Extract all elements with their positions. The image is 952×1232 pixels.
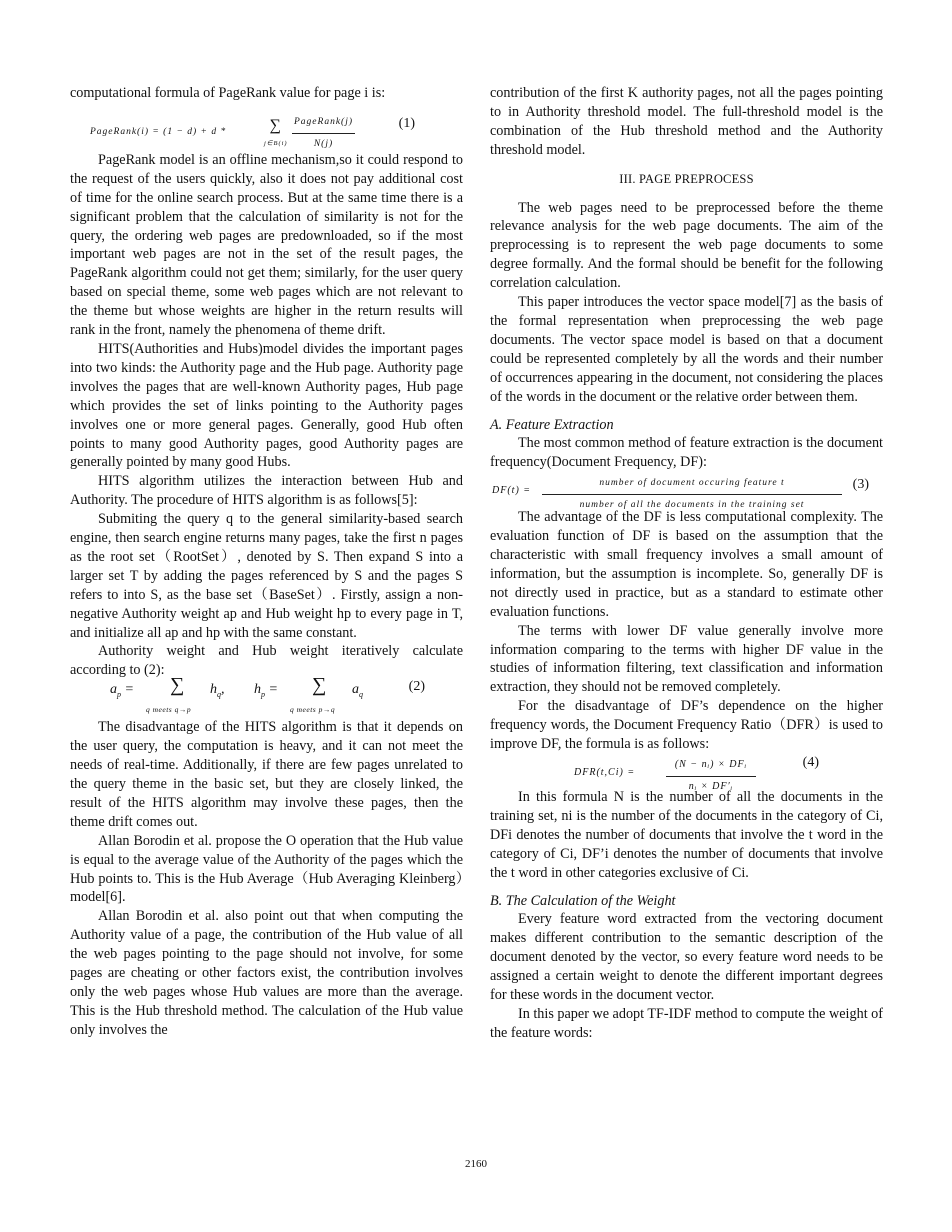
eq2-h-lhs: $h_p$ =: [254, 682, 278, 700]
eq1-sum-sub: j∈B(i): [264, 139, 288, 147]
equation-4: [490, 754, 883, 792]
eq1-denominator: N(j): [313, 138, 334, 149]
eq4-numerator: (N − nᵢ) × DFᵢ: [666, 756, 756, 777]
paragraph-tfidf: In this paper we adopt TF-IDF method to compute the weight of the feature words:: [490, 1005, 883, 1041]
intro-text: computational formula of PageRank value for page i is:: [70, 85, 386, 101]
eq2-label: (2): [408, 679, 425, 695]
paragraph-hits-algorithm: HITS algorithm utilizes the interaction between Hub and Authority. The procedure of HITS algorithm is as follows[5]:: [70, 473, 463, 509]
eq2-h-sum-sub: q meets p→q: [290, 705, 336, 715]
paragraph-feature-weight: Every feature word extracted from the vectoring document makes different contribution to the semantic description of the document denoted by the vector, so every feature word needs to be assigned a certain weight to denote the different important degrees for these words in the document vector.: [490, 911, 883, 1004]
eq3-label: (3): [852, 477, 869, 493]
paragraph-dfr: For the disadvantage of DF’s dependence on the higher frequency words, the Document Frequency Ratio（DFR）is used to improve DF, the formula is as follows:: [490, 698, 883, 753]
paragraph-preprocess-aim: The web pages need to be preprocessed before the theme relevance analysis for the web page documents. The aim of the preprocessing is to represent the web page documents to some degree formally. And the formal should be benefit for the following correlation calculation.: [490, 199, 883, 292]
equation-3: [490, 472, 883, 511]
subsection-heading-feature-extraction: A. Feature Extraction: [490, 416, 614, 433]
equation-1: [70, 111, 463, 151]
eq3-numerator: number of document occuring feature t: [542, 474, 842, 495]
sum-symbol: ∑: [269, 116, 282, 134]
eq3-fraction: [542, 474, 842, 515]
eq3-denominator: number of all the documents in the training set: [579, 500, 805, 511]
paragraph-hits-model: HITS(Authorities and Hubs)model divides the important pages into two kinds: the Authority page and the Hub page. Authority page involves the pages that are well-known Authority pages, Hub page which provides the set of links pointing to the Authority pages involves one or more general pages. Generally, good Hub often points to many good Authority pages, good Authority pages are generally pointed by many good Hubs.: [70, 340, 463, 471]
paragraph-document-frequency: The most common method of feature extraction is the document frequency(Document Frequency, DF):: [490, 435, 883, 471]
paragraph-lower-df: The terms with lower DF value generally involve more information comparing to the terms with higher DF value in the studies of information filtering, text classification and information extraction, they should not be removed completely.: [490, 622, 883, 696]
eq2-a-lhs: $a_p$ =: [110, 682, 134, 700]
paragraph-hub-average: Allan Borodin et al. propose the O operation that the Hub value is equal to the average value of the Authority of the pages which the Hub points to. This is the Hub Average（Hub Averaging Kleinberg）model[6].: [70, 832, 463, 906]
left-column: [70, 84, 463, 1040]
eq4-fraction: [666, 756, 756, 797]
section-heading-page-preprocess: III. PAGE PREPROCESS: [619, 171, 754, 186]
eq1-sum: [264, 117, 288, 158]
paragraph-hits-procedure: Submiting the query q to the general similarity-based search engine, then search engine returns many pages, take the first n pages as the root set（RootSet）, denoted by S. Then expand S into a larger set T by adding the pages referenced by S and the pages S refers to into S, as the base set（BaseSet）. Firstly, assign a non-negative Authority weight ap and Hub weight hp to every page in T, and initialize all ap and hp with the same constant.: [70, 511, 463, 641]
eq2-h-term: $a_q$: [352, 682, 363, 700]
eq4-label: (4): [802, 755, 819, 770]
eq4-lhs: DFR(t,Ci) =: [574, 767, 636, 778]
paragraph-df-advantage: The advantage of the DF is less computational complexity. The evaluation function of DF is based on the assumption that the characteristic with small frequency involves a small amount of information, but the assumption is incomplete. So, generally DF is not directly used in practice, but as a standard to estimate other evaluation functions.: [490, 509, 883, 620]
paragraph-pagerank: PageRank model is an offline mechanism,so it could respond to the request of the users quickly, also it does not pay additional cost of time for the online search process. But at the same time there is a significant problem that the calculation of similarity is not for the query, the ordering web pages are predownloaded, so if the most important web pages are not in the set of the result pages, the PageRank algorithm could not get them; similarly, for the user query based on special theme, some web pages which are not relevant to the theme but whose weights are higher in the return results will rank in the front, namely the phenomena of theme drift.: [70, 151, 463, 339]
sum-symbol: ∑: [170, 674, 185, 697]
right-column: [490, 84, 883, 1043]
eq4-denominator: nᵢ × DF′ᵢ: [688, 780, 734, 792]
eq1-numerator: PageRank(j): [292, 113, 355, 134]
eq1-fraction: [292, 113, 355, 154]
paragraph-formula-explanation: In this formula N is the number of all the documents in the training set, ni is the number of the documents in the category of Ci, DFi denotes the number of documents that involve the t word in the category of Ci, DF’i denotes the number of documents that involve the t word in other categories exclusive of Ci.: [490, 789, 883, 881]
equation-2: [70, 674, 463, 718]
paragraph-hub-threshold: Allan Borodin et al. also point out that when computing the Authority value of a page, the contribution of the Hub value of all the web pages pointing to the page should not involve, for some pages are cheating or other factors exist, the contribution involves only the web pages whose Hub values are more than the average. This is the Hub threshold method. The calculation of the Hub value only involves the: [70, 908, 463, 1038]
eq1-lhs: PageRank(i) = (1 − d) + d *: [90, 126, 227, 137]
eq2-a-sum-sub: q meets q→p: [146, 705, 192, 715]
paragraph-authority-threshold: contribution of the first K authority pages, not all the pages pointing to in Authority threshold model. The full-threshold model is the combination of the Hub threshold method and the Authority threshold model.: [490, 85, 883, 158]
eq1-label: (1): [398, 115, 415, 131]
eq2-a-term: $h_q$,: [210, 682, 225, 700]
subsection-heading-weight: B. The Calculation of the Weight: [490, 892, 676, 909]
page-number: 2160: [465, 1158, 487, 1170]
paragraph-hits-disadvantage: The disadvantage of the HITS algorithm is that it depends on the user query, the computation is heavy, and it can not meet the needs of real-time. Additionally, if there are few pages unrelated to the query theme in the basic set, but they are closely linked, the result of the HITS algorithm may involve these pages, then the theme drift comes out.: [70, 719, 463, 830]
sum-symbol: ∑: [312, 674, 327, 697]
paragraph-vector-space-model: This paper introduces the vector space model[7] as the basis of the formal representation when preprocessing the web page documents. The vector space model is based on that a document could be represented completely by all the words and their number of occurrences appearing in the document, not considering the places of the words in the document or the relative order between them.: [490, 294, 883, 405]
eq3-lhs: DF(t) =: [492, 485, 532, 497]
paragraph-weights: Authority weight and Hub weight iteratively calculate according to (2):: [70, 643, 463, 679]
